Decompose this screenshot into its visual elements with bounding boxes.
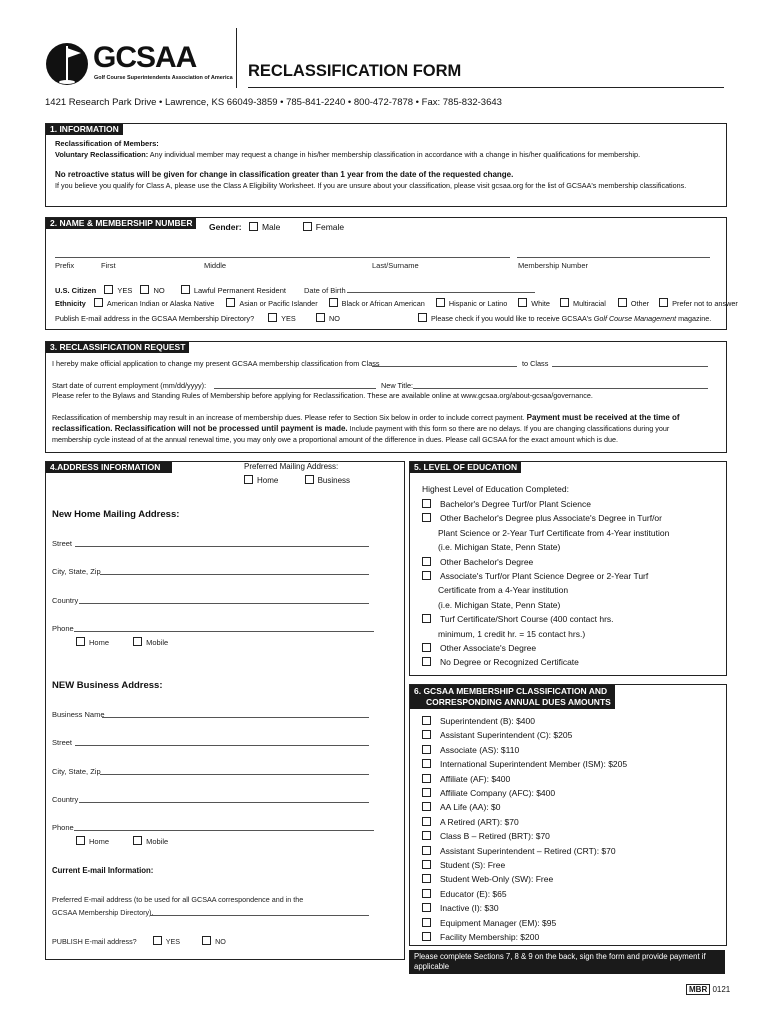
education-checkbox[interactable] xyxy=(422,499,431,508)
home-street-label: Street xyxy=(52,539,73,548)
payment-text-1: Reclassification of membership may result in an increase of membership dues. Please refer to Section Six below in order to include correct payment. xyxy=(52,413,527,422)
publish-email-yes-label: YES xyxy=(165,937,181,946)
classification-item[interactable] xyxy=(422,757,627,771)
dob-label: Date of Birth xyxy=(304,286,346,295)
section-2-header: 2. NAME & MEMBERSHIP NUMBER xyxy=(46,218,196,229)
classification-item[interactable] xyxy=(422,887,627,901)
biz-street-line[interactable] xyxy=(75,745,369,746)
lpr-checkbox[interactable] xyxy=(181,285,190,294)
gcm-pre: Please check if you would like to receive GCSAA's xyxy=(431,314,594,323)
apply-text: I hereby make official application to change my present GCSAA membership classification from Class xyxy=(52,359,380,368)
publish-email-yes-checkbox[interactable] xyxy=(153,936,162,945)
classification-item[interactable] xyxy=(422,829,627,843)
eth-prefer-not-label: Prefer not to answer xyxy=(672,299,738,308)
eth-asian-checkbox[interactable] xyxy=(226,298,235,307)
section-1-header: 1. INFORMATION xyxy=(46,124,123,135)
publish-email-row xyxy=(52,936,226,946)
biz-phone-home-checkbox[interactable] xyxy=(76,836,85,845)
form-code: MBR xyxy=(686,984,710,995)
home-phone-mobile-label: Mobile xyxy=(146,638,169,647)
eth-black-label: Black or African American xyxy=(341,299,425,308)
education-item-label: Other Bachelor's Degree xyxy=(440,556,534,567)
pref-home-checkbox[interactable] xyxy=(244,475,253,484)
education-item-label: Turf Certificate/Short Course (400 contact hrs. xyxy=(440,614,614,625)
home-country-label: Country xyxy=(52,596,79,605)
eth-other-checkbox[interactable] xyxy=(618,298,627,307)
education-item xyxy=(422,540,669,554)
title-divider xyxy=(236,28,237,88)
education-item xyxy=(422,627,669,641)
biz-phone-mobile-label: Mobile xyxy=(146,837,169,846)
title-underline xyxy=(248,87,724,88)
classification-item-label: Student (S): Free xyxy=(440,860,506,871)
publish-no-label: NO xyxy=(329,314,340,323)
from-class-line[interactable] xyxy=(372,366,517,367)
classification-checkbox[interactable] xyxy=(422,730,431,739)
voluntary-text: Any individual member may request a change in his/her membership classification in accordance with a change in his/her qualifications for membership. xyxy=(149,150,641,159)
classification-item-label: Student Web-Only (SW): Free xyxy=(440,874,554,885)
preferred-mailing-label: Preferred Mailing Address: xyxy=(244,462,339,471)
section-information xyxy=(45,123,727,207)
citizen-yes-label: YES xyxy=(117,286,133,295)
classification-item-label: Class B – Retired (BRT): $70 xyxy=(440,831,550,842)
classification-item-label: Associate (AS): $110 xyxy=(440,744,520,755)
membership-number-line[interactable] xyxy=(517,257,710,258)
middle-label: Middle xyxy=(204,261,227,270)
classification-checkbox[interactable] xyxy=(422,932,431,941)
payment-text-2: Include payment with this form so there are no delays. If you are changing classifications during your xyxy=(347,424,670,433)
home-phone-home-checkbox[interactable] xyxy=(76,637,85,646)
biz-phone-line[interactable] xyxy=(74,830,374,831)
first-label: First xyxy=(101,261,116,270)
classification-checkbox[interactable] xyxy=(422,817,431,826)
eth-native-label: American Indian or Alaska Native xyxy=(106,299,215,308)
male-label: Male xyxy=(261,222,281,232)
business-name-label: Business Name xyxy=(52,710,105,719)
new-business-heading: NEW Business Address: xyxy=(52,680,163,691)
eth-black-checkbox[interactable] xyxy=(329,298,338,307)
education-item-label: Other Associate's Degree xyxy=(440,643,537,654)
publish-question: Publish E-mail address in the GCSAA Membership Directory? xyxy=(55,314,255,323)
pref-email-line-2: GCSAA Membership Directory). xyxy=(52,908,154,917)
section-3-header: 3. RECLASSIFICATION REQUEST xyxy=(46,342,189,353)
gcm-post: magazine. xyxy=(676,314,712,323)
classification-checkbox[interactable] xyxy=(422,903,431,912)
bylaws-note: Please refer to the Bylaws and Standing Rules of Membership before applying for Reclassification. These are available online at www.gcsaa.org/about-gcsaa/governance. xyxy=(52,391,593,400)
female-checkbox[interactable] xyxy=(303,222,312,231)
classification-checkbox[interactable] xyxy=(422,846,431,855)
classification-checkbox[interactable] xyxy=(422,918,431,927)
classification-item-label: A Retired (ART): $70 xyxy=(440,816,519,827)
new-title-label: New Title: xyxy=(381,381,414,390)
home-phone-type xyxy=(76,637,168,647)
male-checkbox[interactable] xyxy=(249,222,258,231)
biz-phone-type xyxy=(76,836,168,846)
classification-item[interactable] xyxy=(422,743,627,757)
publish-email-no-checkbox[interactable] xyxy=(202,936,211,945)
classification-item[interactable] xyxy=(422,786,627,800)
education-item[interactable] xyxy=(422,555,669,569)
classification-item-label: Educator (E): $65 xyxy=(440,888,507,899)
classification-checkbox[interactable] xyxy=(422,831,431,840)
publish-email-no-label: NO xyxy=(215,937,226,946)
education-item-label: Certificate from a 4-Year institution xyxy=(438,585,569,596)
back-page-note-text: Please complete Sections 7, 8 & 9 on the back, sign the form and provide payment if applicable xyxy=(414,952,706,971)
eth-white-label: White xyxy=(531,299,550,308)
business-name-line[interactable] xyxy=(102,717,369,718)
logo-subtext: Golf Course Superintendents Association of America xyxy=(94,75,233,81)
education-item-label: minimum, 1 credit hr. = 15 contact hrs.) xyxy=(438,628,586,639)
education-checkbox[interactable] xyxy=(422,513,431,522)
publish-no xyxy=(316,313,340,324)
classification-checkbox[interactable] xyxy=(422,745,431,754)
education-checkbox[interactable] xyxy=(422,571,431,580)
education-item-label: No Degree or Recognized Certificate xyxy=(440,657,579,668)
eth-asian-label: Asian or Pacific Islander xyxy=(239,299,318,308)
biz-csz-label: City, State, Zip xyxy=(52,767,101,776)
payment-para-3: membership cycle instead of at the annual renewal time, you may only owe a proportional amount of the difference in dues. Please call GCSAA for the exact amount which is due. xyxy=(52,435,618,444)
payment-bold-2: reclassification. Reclassification will not be processed until payment is made. xyxy=(52,424,348,433)
education-item[interactable] xyxy=(422,612,669,626)
classification-item[interactable] xyxy=(422,858,627,872)
globe-flag-icon xyxy=(45,42,89,86)
pref-email-line-1: Preferred E-mail address (to be used for all GCSAA correspondence and in the xyxy=(52,895,304,904)
us-citizen-label: U.S. Citizen xyxy=(55,286,97,295)
education-item xyxy=(422,526,669,540)
form-code-row xyxy=(686,985,730,995)
eth-prefer-not-checkbox[interactable] xyxy=(659,298,668,307)
education-item-label: Associate's Turf/or Plant Science Degree or 2-Year Turf xyxy=(440,571,649,582)
lpr-label: Lawful Permanent Resident xyxy=(193,286,286,295)
classification-checkbox[interactable] xyxy=(422,759,431,768)
home-csz-line[interactable] xyxy=(100,574,369,575)
classification-item-label: Assistant Superintendent – Retired (CRT): $70 xyxy=(440,845,616,856)
home-phone-home-label: Home xyxy=(89,638,110,647)
eth-multiracial-label: Multiracial xyxy=(572,299,606,308)
last-label: Last/Surname xyxy=(372,261,419,270)
education-list xyxy=(422,497,669,670)
classification-item-label: Equipment Manager (EM): $95 xyxy=(440,917,557,928)
voluntary-label: Voluntary Reclassification: xyxy=(55,150,149,159)
biz-phone-label: Phone xyxy=(52,823,74,832)
voluntary-line xyxy=(55,150,640,160)
classification-item-label: Facility Membership: $200 xyxy=(440,932,540,943)
classification-item-label: Affiliate (AF): $400 xyxy=(440,773,511,784)
gcm-row xyxy=(418,313,711,324)
education-item[interactable] xyxy=(422,641,669,655)
classification-item-label: Affiliate Company (AFC): $400 xyxy=(440,788,556,799)
home-street-line[interactable] xyxy=(75,546,369,547)
education-item-label: Bachelor's Degree Turf/or Plant Science xyxy=(440,499,591,509)
eth-white-checkbox[interactable] xyxy=(518,298,527,307)
prefix-label: Prefix xyxy=(55,261,75,270)
classification-checkbox[interactable] xyxy=(422,860,431,869)
classification-item[interactable] xyxy=(422,772,627,786)
name-line[interactable] xyxy=(55,257,510,258)
home-phone-mobile-checkbox[interactable] xyxy=(133,637,142,646)
payment-para-1 xyxy=(52,413,680,423)
biz-street-label: Street xyxy=(52,738,73,747)
education-item[interactable] xyxy=(422,511,669,525)
eth-hispanic-label: Hispanic or Latino xyxy=(448,299,508,308)
form-title: RECLASSIFICATION FORM xyxy=(248,62,462,80)
classification-item[interactable] xyxy=(422,872,627,886)
education-item-label: (i.e. Michigan State, Penn State) xyxy=(438,542,561,553)
publish-yes-label: YES xyxy=(281,314,296,323)
section-4-header: 4.ADDRESS INFORMATION xyxy=(46,462,172,473)
classification-item[interactable] xyxy=(422,714,627,728)
classification-item[interactable] xyxy=(422,916,627,930)
publish-no-checkbox[interactable] xyxy=(316,313,325,322)
classification-item[interactable] xyxy=(422,815,627,829)
home-phone-line[interactable] xyxy=(74,631,374,632)
pref-home-label: Home xyxy=(257,476,279,485)
education-checkbox[interactable] xyxy=(422,557,431,566)
payment-bold-1: Payment must be received at the time of xyxy=(526,413,680,422)
gcsaa-logo xyxy=(45,42,235,86)
gender-row xyxy=(209,222,344,232)
ethnicity-label: Ethnicity xyxy=(55,299,86,308)
classification-checkbox[interactable] xyxy=(422,802,431,811)
section-5-header: 5. LEVEL OF EDUCATION xyxy=(410,462,521,473)
eth-multiracial-checkbox[interactable] xyxy=(560,298,569,307)
education-item-label: Plant Science or 2-Year Turf Certificate from 4-Year institution xyxy=(438,527,670,538)
classification-item[interactable] xyxy=(422,930,627,944)
home-phone-label: Phone xyxy=(52,624,74,633)
education-item xyxy=(422,583,669,597)
to-class-label: to Class xyxy=(522,359,549,368)
biz-country-line[interactable] xyxy=(79,802,369,803)
gcm-magazine: Golf Course Management xyxy=(593,314,677,323)
dob-line[interactable] xyxy=(347,292,535,293)
payment-para-2 xyxy=(52,424,669,434)
classification-item-label: AA Life (AA): $0 xyxy=(440,802,501,813)
pref-email-line[interactable] xyxy=(150,915,369,916)
to-class-line[interactable] xyxy=(552,366,708,367)
classification-checkbox[interactable] xyxy=(422,788,431,797)
start-date-line[interactable] xyxy=(214,388,376,389)
classification-item[interactable] xyxy=(422,901,627,915)
citizen-no-label: NO xyxy=(153,286,165,295)
pref-business-checkbox[interactable] xyxy=(305,475,314,484)
publish-email-label: PUBLISH E-mail address? xyxy=(52,937,137,946)
home-country-line[interactable] xyxy=(79,603,369,604)
section-6-header-line-2: CORRESPONDING ANNUAL DUES AMOUNTS xyxy=(426,697,611,707)
gender-label: Gender: xyxy=(209,222,242,232)
education-item[interactable] xyxy=(422,497,669,511)
publish-row xyxy=(55,313,296,324)
citizen-row xyxy=(55,285,286,296)
classification-item[interactable] xyxy=(422,800,627,814)
education-intro: Highest Level of Education Completed: xyxy=(422,484,569,494)
biz-csz-line[interactable] xyxy=(100,774,369,775)
classification-checkbox[interactable] xyxy=(422,874,431,883)
eth-native-checkbox[interactable] xyxy=(94,298,103,307)
form-date: 0121 xyxy=(712,985,731,994)
eth-other-label: Other xyxy=(630,299,650,308)
citizen-no-checkbox[interactable] xyxy=(140,285,149,294)
logo-text: GCSAA xyxy=(93,41,197,74)
education-checkbox[interactable] xyxy=(422,614,431,623)
education-item[interactable] xyxy=(422,655,669,669)
section-6-header-line-1: 6. GCSAA MEMBERSHIP CLASSIFICATION AND xyxy=(414,686,608,696)
classification-item-label: Inactive (I): $30 xyxy=(440,903,499,914)
female-label: Female xyxy=(315,222,345,232)
citizen-yes-checkbox[interactable] xyxy=(104,285,113,294)
classification-item[interactable] xyxy=(422,728,627,742)
eth-hispanic-checkbox[interactable] xyxy=(436,298,445,307)
classification-checkbox[interactable] xyxy=(422,774,431,783)
home-csz-label: City, State, Zip xyxy=(52,567,101,576)
retroactive-note: No retroactive status will be given for change in classification greater than 1 year from the date of the requested change. xyxy=(55,170,514,179)
reclassification-subhead: Reclassification of Members: xyxy=(55,139,159,148)
education-checkbox[interactable] xyxy=(422,643,431,652)
classification-checkbox[interactable] xyxy=(422,889,431,898)
classification-item-label: Superintendent (B): $400 xyxy=(440,716,535,726)
preferred-options xyxy=(244,475,350,486)
biz-country-label: Country xyxy=(52,795,79,804)
education-item xyxy=(422,598,669,612)
new-title-line[interactable] xyxy=(413,388,708,389)
classification-item-label: International Superintendent Member (ISM): $205 xyxy=(440,759,628,770)
ethnicity-row xyxy=(55,298,738,309)
classification-item[interactable] xyxy=(422,844,627,858)
class-a-note: If you believe you qualify for Class A, please use the Class A Eligibility Worksheet. If you are unsure about your classification, please visit gcsaa.org for the list of GCSAA's membership classifications. xyxy=(55,181,687,190)
pref-business-label: Business xyxy=(317,476,351,485)
membership-number-label: Membership Number xyxy=(518,261,589,270)
contact-line: 1421 Research Park Drive • Lawrence, KS 66049-3859 • 785-841-2240 • 800-472-7878 • Fax: 785-832-3643 xyxy=(45,97,502,108)
email-heading: Current E-mail Information: xyxy=(52,866,154,875)
classification-item-label: Assistant Superintendent (C): $205 xyxy=(440,730,573,741)
education-item-label: (i.e. Michigan State, Penn State) xyxy=(438,599,561,610)
biz-phone-home-label: Home xyxy=(89,837,110,846)
new-home-heading: New Home Mailing Address: xyxy=(52,509,180,520)
education-item-label: Other Bachelor's Degree plus Associate's Degree in Turf/or xyxy=(440,513,662,524)
publish-yes-checkbox[interactable] xyxy=(268,313,277,322)
gcm-checkbox[interactable] xyxy=(418,313,427,322)
biz-phone-mobile-checkbox[interactable] xyxy=(133,836,142,845)
classification-checkbox[interactable] xyxy=(422,716,431,725)
section-6-header xyxy=(410,685,615,709)
education-item[interactable] xyxy=(422,569,669,583)
education-checkbox[interactable] xyxy=(422,657,431,666)
classification-list xyxy=(422,714,627,945)
start-date-label: Start date of current employment (mm/dd/yyyy): xyxy=(52,381,207,390)
